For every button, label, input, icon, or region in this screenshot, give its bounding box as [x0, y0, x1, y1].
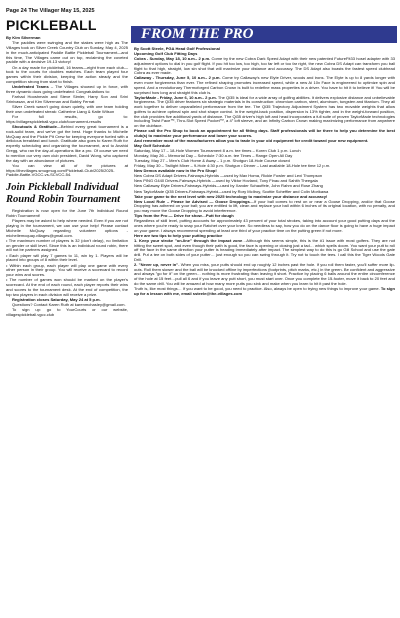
subhead: Here are two tips to help your putting practice: [134, 232, 223, 238]
demo-item: New PING G440 Drivers-Fairways-Hybrids —used by Viktor Hovland, Tony Finau and Sahith Theegala: [134, 178, 318, 184]
article-paragraph: On a day made for pickleball, 16 teams—eight from each club—took to the courts for doubles matches. Each team played four games within their division, keeping the action steady and the competition strong from start to finish.: [6, 64, 128, 84]
article-paragraph: You can view all of the pictures at https://thevillages.smugmug.com/Pickleball-Club/2025/2025-Paddle-Battle-VGCC-vs-SCVCC-54.: [6, 162, 128, 178]
bullet-item: • The maximum number of players is 32 (don't delay), no limitation on gender or skill level. Since this is an individual round robin, there will not be partners assigned.: [6, 237, 128, 253]
article-paragraph: [6, 125, 128, 163]
paragraph-text: Come try Callaway's new Elyte Driver, woods and irons. The Elyte is up to 8 yards longer with even more forgiveness than ever. The refined shaping promotes increased speed, while a new Ai 10x Face is engineered to optimize spin and speed. And a revolutionary Thermoforged Carbon Crown is built to redefine mass properties in a driver. You have to hit it to believe it! You will be surprised how long and straight this club is.: [134, 75, 395, 95]
article-paragraph: Questions? Contact Karen Ruth at karenmchasley@gmail.com.: [12, 302, 126, 308]
article-paragraph: Take your game to the next level with new 2025 technology to maximize your distance and accuracy!: [134, 193, 328, 199]
schedule-item: Friday, May 30 – Twilight Mixer – 9-Hole 4:30 p.m. Shotgun • Dinner – Last available 18-Hole tee time 12 p.m.: [134, 163, 331, 169]
article-paragraph: [134, 76, 395, 95]
lesson-signup: To sign up for a lesson with me, email ssteele@the-villages.com: [134, 285, 395, 296]
subhead: New Demos available now in the Pro Shop!: [134, 168, 217, 174]
demo-item: New Callaway Elyte Drivers-Fairways-Hybrids—used by Xander Schauffele, John Rahm and Rose Zhang: [134, 183, 323, 189]
article-paragraph: [134, 239, 395, 263]
schedule-item: Monday, May 26 – Memorial Day – Schedule 7:30 a.m. tee Times – Range Open All Day: [134, 153, 293, 159]
article-paragraph: Players may be asked to help where needed. Even if you are not playing in the tournament, we can use your help! Please contact Michelle McQuay regarding volunteer options - michellemcquay.villages@gmail.com.: [6, 218, 128, 238]
bullet-item: • Each player will play 7 games to 11, win by 1. Players will be placed into groups of 8 within their level.: [6, 252, 128, 263]
from-the-pro-banner: FROM THE PRO: [131, 26, 397, 43]
subhead: Tips from the Pro — Drive for show…Putt for dough: [134, 213, 234, 219]
article-paragraph: To sign up: go to YourCourts or our website, villagespickleball.vgcc.club: [6, 307, 128, 318]
registration-deadline: Registration closes Saturday, May 24 at 5 p.m.: [12, 296, 101, 302]
article-paragraph: Registration is now open for the June 7th Individual Round Robin Tournament!: [6, 208, 128, 219]
subhead: New Local Rule – Please be Advised — Goose Droppings: [134, 198, 250, 204]
paragraph-text: Come try the new Cobra Dark Speed Adapt with their new patented FutureFit33 hosel adapter with 33 adjustment options to dial in you golf flight. If you hit too low, too high, too far left or too far right, the new Cobra DS Adapt can transform you ball flight to that high, straight, low sin shot that will maximize your distance and accuracy. The DS Adapt also boasts the fastest speed clubhead Cobra as ever made.: [134, 56, 395, 76]
subhead: Undefeated Teams: [12, 84, 49, 90]
article-paragraph: [134, 287, 395, 297]
article-paragraph: [134, 57, 395, 76]
paragraph-text: - When you miss, your putts should end up roughly 12 inches past the hole. If you roll them faster, you'll suffer more lip-outs. Roll them slower and the ball will be knocked offline by imperfections (footprints, pitch marks, etc.) in the green. Be confident and aggressive and always "go for it" on the green… nothing is more frustrating than leaving it short. Practice by placing 6 balls around the entire circumference of the hole at 15 feet…pull all 6 and if you leave any putt short, you must start over. Once you complete the 15-footer, move it back to 20 feet and do the same drill. You will be amazed at how many more putts you sink and make when you learn to hit it past the hole.: [134, 261, 395, 286]
subhead: Upcoming Golf Club Fitting Days: [134, 51, 198, 57]
article-paragraph: Please call the Pro Shop to book an appointment for all fitting days. Staff professionals will be there to help you determine the best club(s) to maximize your performance and lower your scores.: [134, 128, 395, 138]
article-paragraph: Regardless of skill level, putting accounts for approximately 43 percent of your total strokes, taking into account your good putting days and the ones where you're ready to snap your Ratchet over your knee. So needless to say, how you do on the dance floor is going to have a huge impact on your game. I always recommend spending at least one third of your practice time on the putting green if not more.: [134, 218, 395, 233]
article-paragraph: The paddles were swinging and the stakes were high as The Villages took on Silver Creek Country Club on Sunday, May 4, 2025 in the much-anticipated Paddle Battle Pickleball Tournament—and this time, The Villages came out on top, reclaiming the coveted paddle with a decisive 19-13 victory!: [6, 40, 128, 65]
article-paragraph: Silver Creek wasn't going down quietly, with one team holding their own undefeated streak: Catherine Liang & Katie Wilson: [6, 104, 128, 114]
bullet-item: • The number of games won should be marked on the player's scorecard. At the end of each round, each player reports their wins and scores to the tournament desk. At the end of competition, the top two players in each division will receive a prize.: [6, 277, 128, 297]
subhead: 1. Keep your stroke "on-line" through the impact zone: [134, 237, 243, 243]
subhead: 2. "Never up, never in": [134, 261, 179, 267]
article-byline: By Scott Steele, PGA Head Golf Professional: [134, 46, 220, 51]
page-header: Page 24 The Villager May 15, 2025: [6, 8, 95, 14]
section-title: PICKLEBALL: [6, 17, 97, 33]
paragraph-text: Truth is, like most things… If you want to be good, you need to practice. Also, always be open to trying new things to improve your game.: [134, 285, 380, 291]
subhead: TaylorMade - Friday, June 6, 10 a.m.- 2 p.m.: [134, 94, 217, 100]
paragraph-text: —Behind every great tournament is a rock-solid team, and we've got the best. Huge thanks to Michelle McQuay and the Pickle Pit Crew for keeping everyone fueled with a delicious breakfast and lunch. Gratitude also goes to Karen Ruth for expertly scheduling and organizing the tournament, and to Anahid Gregg, who ran the day-of-operations like a pro. Of course we need to mention our very own club president, David Wong, who captured the day with an abundance of pictures.: [6, 124, 128, 163]
schedule-item: Saturday, May 17 – 18-Hole Women Tournament 8 a.m. tee times – Koren Club 1 p.m. Lunch: [134, 148, 301, 154]
paragraph-text: …Although this seems simple, this is the #1 issue with most golfers. They are not hitting the sweet spot, and even though their path is good, the face is opening or closing just a tad… which spells doom. You want your putt to roll off the face in the same direction your putter is heading immediately after impact. The simplest way to do this is go Gill School and use the gate drill. Put a tee on both sides of your putter… just enough so you can swing through it. Try not to touch the tees. I call this the Tiger Woods Gate Drill.: [134, 237, 395, 262]
article-paragraph: Farhad Hooshmain and Steve Simler, Harry Son and Srini Srinivasan, and Kim Silverman and Bobby Fernat: [6, 94, 128, 104]
article-paragraph: For full results, go to: https://villagespickleball.vgcc.club/tournament-results: [6, 114, 128, 124]
subhead: Callaway - Thursday, June 5, 10 a.m.- 2 p.m.: [134, 75, 221, 81]
bullet-item: • Within each group, each player will play one game with every other person in their group. You will receive a scorecard to record your wins and scores.: [6, 262, 128, 278]
demo-item: New TaylorMade Qi35 Drivers-Fairways-Hybrid—used by Rory McIlroy, Scottie Scheffler and Colin Morikawa: [134, 188, 329, 194]
article-paragraph: [134, 263, 395, 287]
subhead: Shoutouts & Gratitude: [12, 124, 57, 130]
schedule-item: Tuesday, May 27 – Men's Club Home & Away – 1 p.m. Shotgun 18-Hole Course closed: [134, 158, 290, 164]
article-paragraph: [134, 96, 395, 129]
pickleball-article: [6, 36, 128, 318]
subhead: May Golf Schedule: [134, 143, 171, 149]
pro-article: [134, 47, 395, 297]
article-byline: By Kim Silverman: [6, 35, 41, 40]
subhead: Cobra - Sunday, May 18, 10 a.m.- 2 p.m.: [134, 56, 211, 62]
article-paragraph: [134, 200, 395, 214]
paragraph-text: – The Villages showed up in force, with three dynamic duos going undefeated: Congratulations to:: [6, 84, 128, 94]
join-headline: Join Pickleball Individual Round Robin Tournament: [6, 182, 120, 206]
paragraph-text: The Qi35 is ideal for a wide array of golfing abilities. It delivers explosive distance and unbelievable forgiveness. The Qi35 driver features six strategic materials in its construction: chromium carbon, steel, aluminum, tungsten and titanium. They all work together to deliver unparalleled performance from the tee. The Qi35 Trajectory Adjustment System has two movable weights that allow golfers to achieve optimal spin and shot shape control. In the weight-back position, dispersion is 13% tighter, and in the weight-forward position, the club provides five additional yards of distance. The Qi35 driver's high loft and head incorporates a full suite of proven TaylorMade technologies including Twist Face™, Thru-Slot Speed Pocket™, a 4° loft sleeve, and an Infinity Carbon Crown making maximizing performance from anywhere on the clubface.: [134, 94, 395, 129]
article-paragraph: And remember most of the manufacturers allow you to trade in your old equipment for credit toward your new equipment.: [134, 138, 369, 144]
paragraph-text: —If your ball comes to rest on or near a Goose Dropping, and/or that Goose Dropping has adhered on your ball; you are entitled to lift, clean and replace your ball within 6 inches of its original location, with no penalty, and you may move the Goose Dropping to avoid interference.: [134, 198, 396, 214]
demo-item: New Cobra DS Adapt Drivers-Fairways-Hybrids —used by Max Homa, Rickie Fowler and Lexi Thompson: [134, 173, 323, 179]
